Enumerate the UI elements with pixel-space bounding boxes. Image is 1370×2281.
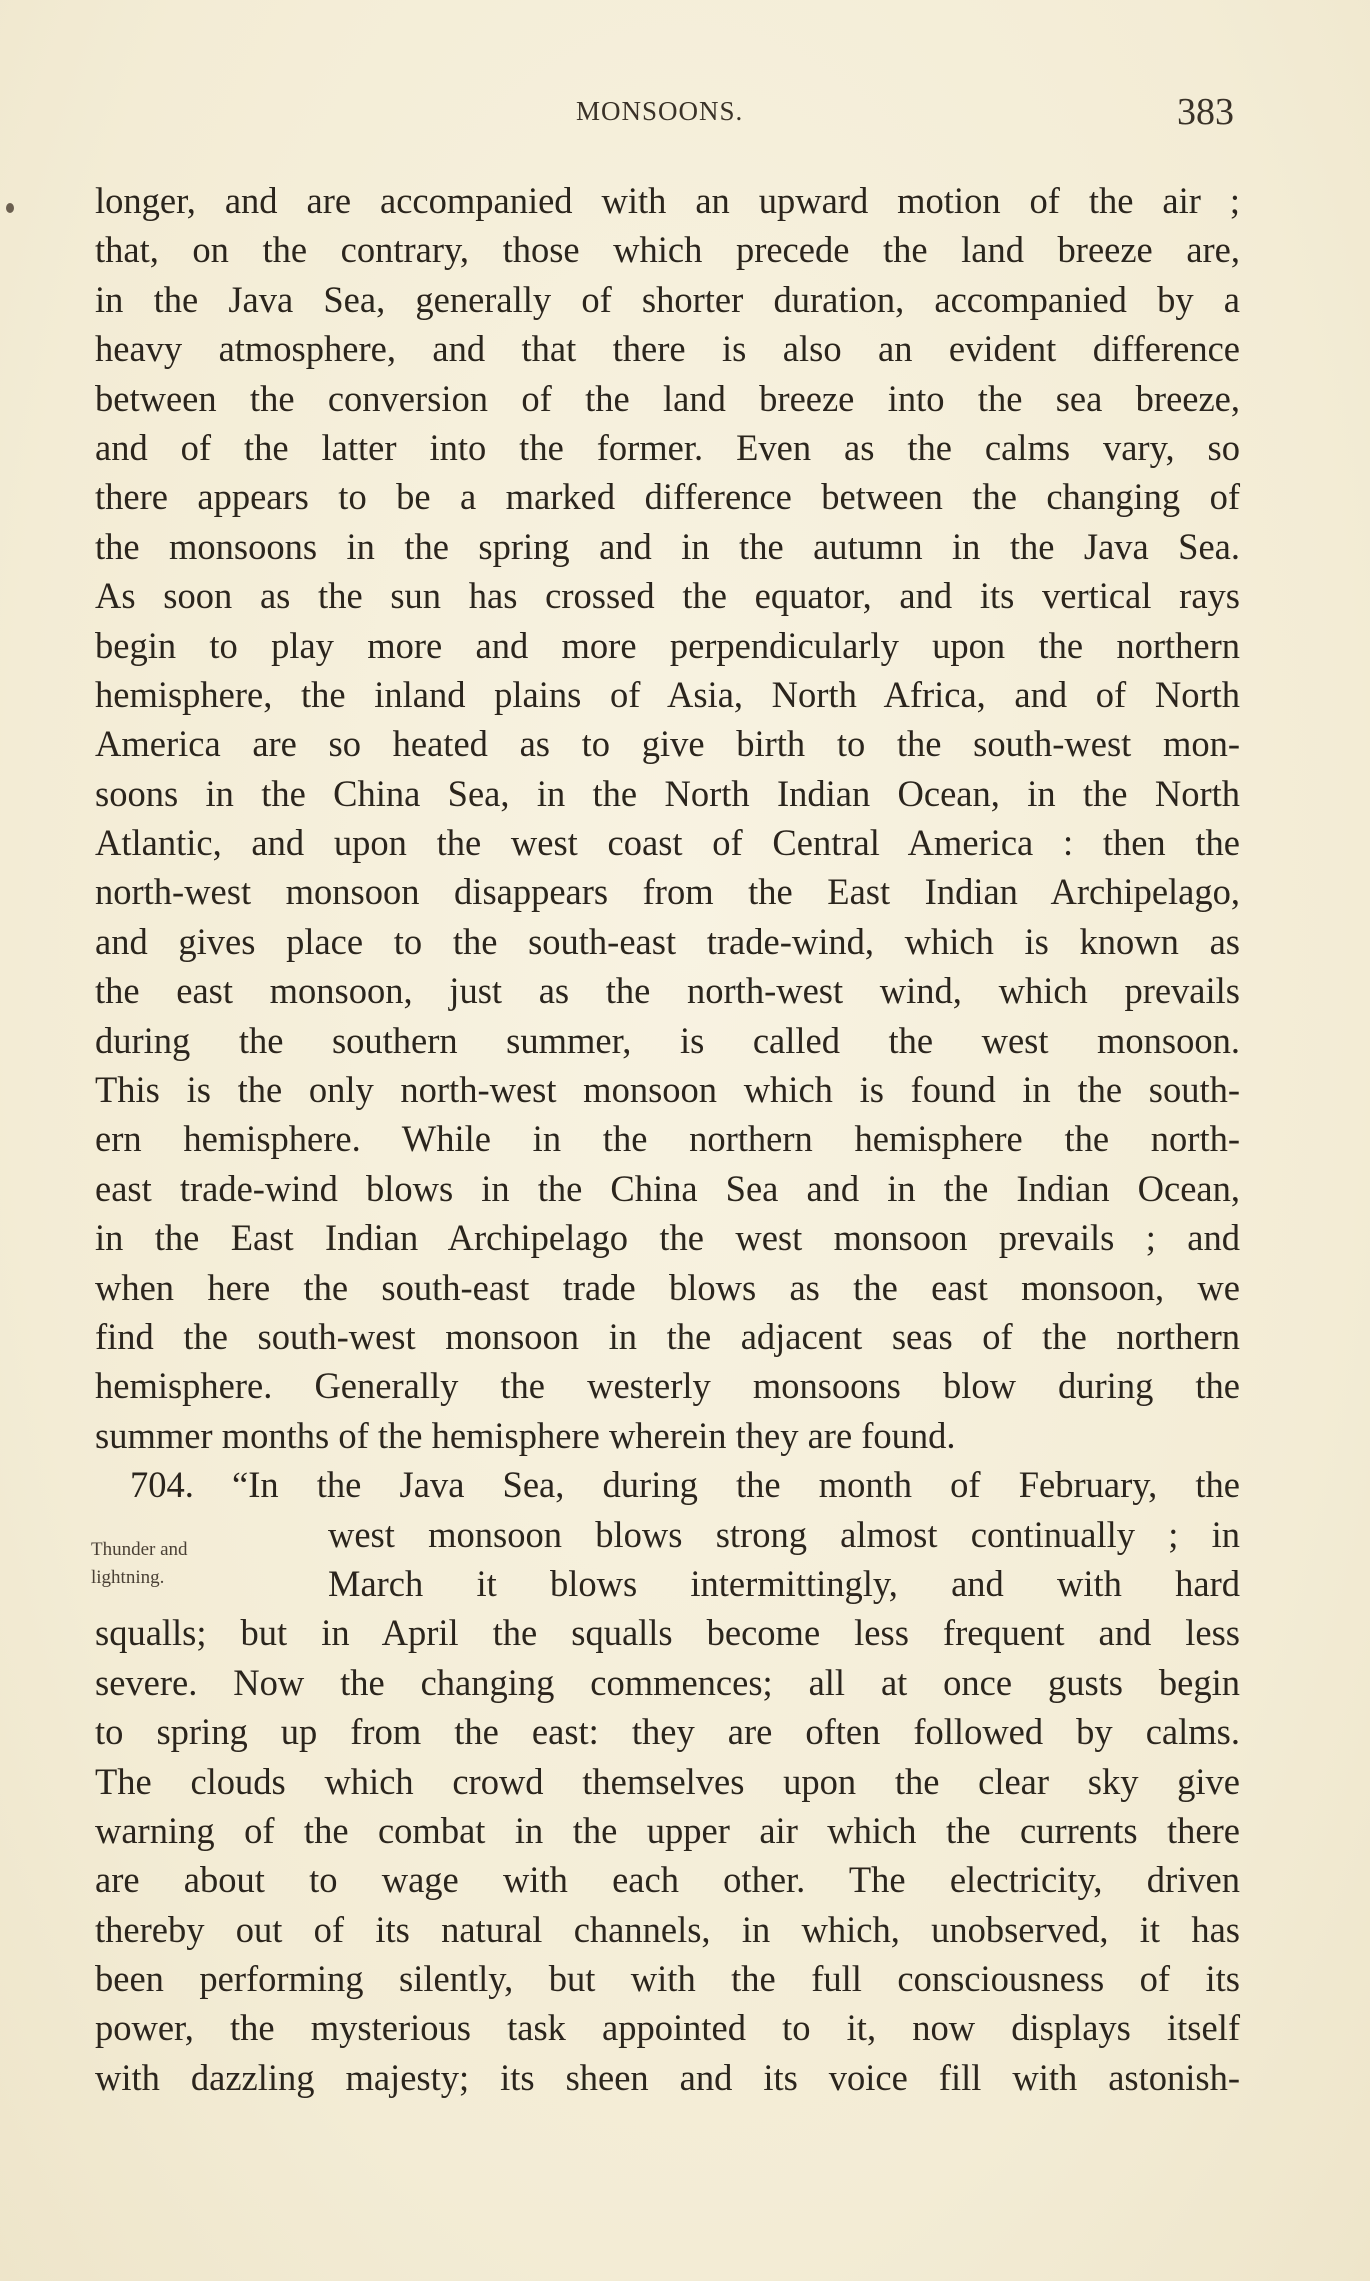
text-line: when here the south-east trade blows as the east monsoon, we — [95, 1266, 1240, 1308]
text-line: longer, and are accompanied with an upward motion of the air ; — [95, 180, 1240, 221]
text-line: begin to play more and more perpendicularly upon the northern — [95, 624, 1240, 666]
text-line: heavy atmosphere, and that there is also an evident difference — [95, 328, 1240, 370]
text-line: east trade-wind blows in the China Sea and in the Indian Ocean, — [95, 1167, 1240, 1209]
text-line: The clouds which crowd themselves upon the clear sky give — [95, 1760, 1240, 1802]
text-line: that, on the contrary, those which precede the land breeze are, — [95, 229, 1240, 271]
text-line: the east monsoon, just as the north-west wind, which prevails — [95, 970, 1240, 1012]
text-line: in the Java Sea, generally of shorter duration, accompanied by a — [95, 278, 1240, 320]
text-line: been performing silently, but with the full consciousness of its — [95, 1958, 1240, 2000]
text-line: Atlantic, and upon the west coast of Central America : then the — [95, 822, 1240, 864]
text-line: soons in the China Sea, in the North Indian Ocean, in the North — [95, 772, 1240, 814]
text-line: March it blows intermittingly, and with hard — [328, 1562, 1240, 1604]
text-line: hemisphere. Generally the westerly monsoons blow during the — [95, 1365, 1240, 1407]
text-line: in the East Indian Archipelago the west monsoon prevails ; and — [95, 1217, 1240, 1259]
text-line: north-west monsoon disappears from the East Indian Archipelago, — [95, 871, 1240, 913]
text-line: squalls; but in April the squalls become less frequent and less — [95, 1612, 1240, 1654]
text-line: with dazzling majesty; its sheen and its voice fill with astonish- — [95, 2056, 1240, 2098]
paragraph-start-line — [95, 1460, 1240, 1509]
text-line: west monsoon blows strong almost continually ; in — [328, 1513, 1240, 1555]
paragraph-number: 704. — [130, 1464, 194, 1506]
text-line: This is the only north-west monsoon which is found in the south- — [95, 1069, 1240, 1111]
text-line: find the south-west monsoon in the adjacent seas of the northern — [95, 1315, 1240, 1357]
text-line: and gives place to the south-east trade-wind, which is known as — [95, 920, 1240, 962]
text-line: between the conversion of the land breeze into the sea breeze, — [95, 377, 1240, 419]
text-line: summer months of the hemisphere wherein they are found. — [95, 1414, 956, 1456]
text-line: warning of the combat in the upper air which the currents there — [95, 1809, 1240, 1851]
text-line: thereby out of its natural channels, in which, unobserved, it has — [95, 1908, 1240, 1950]
text-line: are about to wage with each other. The electricity, driven — [95, 1859, 1240, 1901]
text-line: hemisphere, the inland plains of Asia, North Africa, and of North — [95, 673, 1240, 715]
text-fragment: “In the Java Sea, during the month of February, the — [232, 1464, 1240, 1506]
margin-note-line-1: Thunder and — [91, 1539, 188, 1560]
text-line: power, the mysterious task appointed to it, now displays itself — [95, 2007, 1240, 2049]
running-header-title: MONSOONS. — [576, 96, 744, 126]
margin-note-line-2: lightning. — [91, 1567, 165, 1588]
text-line: there appears to be a marked difference between the changing of — [95, 476, 1240, 518]
text-line: As soon as the sun has crossed the equator, and its vertical rays — [95, 575, 1240, 617]
text-line: the monsoons in the spring and in the autumn in the Java Sea. — [95, 525, 1240, 567]
body-text — [95, 176, 1240, 2102]
page-number: 383 — [1177, 91, 1234, 133]
text-line: ern hemisphere. While in the northern hemisphere the north- — [95, 1118, 1240, 1160]
ink-speck — [6, 203, 14, 213]
text-line: severe. Now the changing commences; all at once gusts begin — [95, 1661, 1240, 1703]
text-line: during the southern summer, is called the west monsoon. — [95, 1019, 1240, 1061]
text-line: and of the latter into the former. Even as the calms vary, so — [95, 426, 1240, 468]
text-line: America are so heated as to give birth to the south-west mon- — [95, 723, 1240, 765]
text-line: to spring up from the east: they are often followed by calms. — [95, 1711, 1240, 1753]
